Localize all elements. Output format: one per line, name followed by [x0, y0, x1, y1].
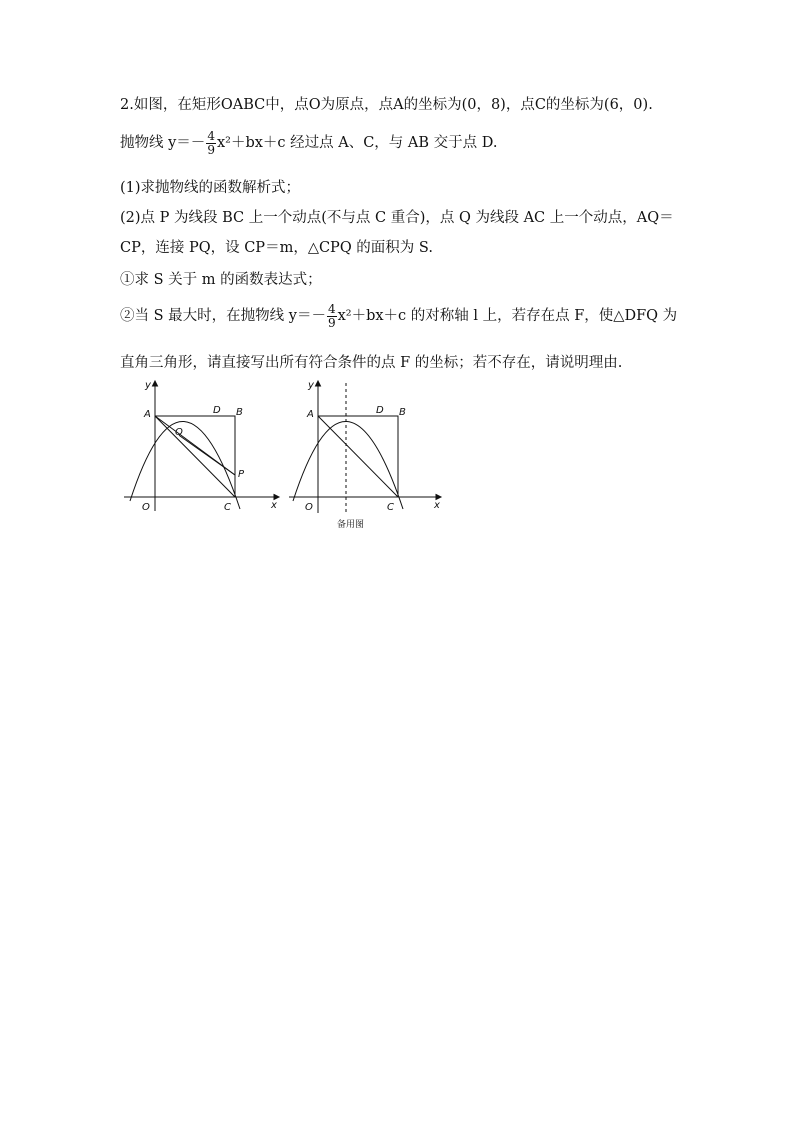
- figure-1: [118, 378, 283, 518]
- segment-ac-2: [318, 416, 398, 497]
- label-d: D: [213, 405, 221, 416]
- y-axis-arrow-2: [316, 381, 321, 386]
- y-axis-arrow: [153, 381, 158, 386]
- fraction-denominator: 9: [207, 142, 215, 157]
- figure-2: [283, 378, 448, 533]
- equation-prefix-2: ②当 S 最大时，在抛物线 y＝－: [120, 308, 326, 325]
- parabola-2: [293, 421, 403, 509]
- problem-line-8: 直角三角形，请直接写出所有符合条件的点 F 的坐标；若不存在，请说明理由.: [120, 355, 623, 371]
- label-x: x: [271, 500, 277, 511]
- segment-ac: [155, 416, 235, 497]
- label-a: A: [144, 409, 151, 420]
- figure-caption: 备用图: [337, 520, 365, 530]
- fraction-4-9-b: [327, 303, 337, 329]
- problem-line-4: (2)点 P 为线段 BC 上一个动点(不与点 C 重合)，点 Q 为线段 AC 上一个动点，AQ＝: [120, 210, 674, 226]
- problem-line-1: 2.如图，在矩形OABC中，点O为原点，点A的坐标为(0，8)，点C的坐标为(6，0).: [120, 97, 653, 113]
- fraction-denominator-2: 9: [327, 315, 336, 330]
- label-y: y: [145, 380, 151, 391]
- equation-prefix: 抛物线 y＝－: [120, 135, 206, 152]
- problem-line-5: CP，连接 PQ，设 CP＝m，△CPQ 的面积为 S.: [120, 240, 433, 256]
- label-b-2: B: [399, 407, 406, 418]
- equation-suffix: x²＋bx＋c 经过点 A、C，与 AB 交于点 D.: [216, 135, 498, 152]
- fraction-numerator-2: 4: [327, 302, 336, 316]
- equation-suffix-2: x²＋bx＋c 的对称轴 l 上，若存在点 F，使△DFQ 为: [337, 308, 678, 325]
- problem-line-2: [120, 130, 497, 156]
- label-d-2: D: [376, 405, 384, 416]
- label-o-2: O: [305, 502, 313, 513]
- label-x-2: x: [434, 500, 440, 511]
- label-o: O: [142, 502, 150, 513]
- problem-line-6: ①求 S 关于 m 的函数表达式；: [120, 272, 322, 288]
- label-b: B: [236, 407, 243, 418]
- label-p: P: [238, 469, 245, 480]
- label-a-2: A: [307, 409, 314, 420]
- problem-line-3: (1)求抛物线的函数解析式；: [120, 180, 301, 196]
- x-axis-arrow-2: [436, 495, 441, 500]
- parabola: [130, 421, 240, 509]
- problem-line-7: [120, 303, 677, 329]
- fraction-4-9: [206, 130, 216, 156]
- label-c-2: C: [387, 502, 394, 513]
- label-y-2: y: [308, 380, 314, 391]
- label-c: C: [224, 502, 231, 513]
- label-q: Q: [175, 427, 183, 438]
- x-axis-arrow: [274, 495, 279, 500]
- fraction-numerator: 4: [207, 129, 215, 143]
